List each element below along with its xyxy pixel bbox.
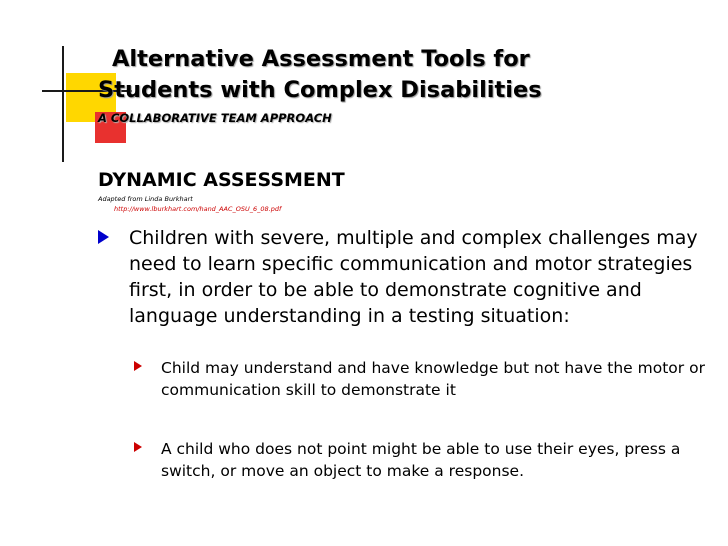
source-url-link[interactable]: http://www.lburkhart.com/hand_AAC_OSU_6_08.pdf [114, 205, 282, 213]
sub-bullet-2 [134, 438, 706, 482]
sub-bullet-arrow-icon [134, 361, 142, 371]
sub-bullet-arrow-icon [134, 442, 142, 452]
slide-title [98, 44, 698, 106]
sub-bullet-1 [134, 357, 706, 401]
source-attribution: Adapted from Linda Burkhart [98, 195, 193, 203]
sub-bullet-2-text: A child who does not point might be able to use their eyes, press a switch, or move an object to make a response. [161, 440, 681, 480]
slide-title-line-2: Students with Complex Disabilities [98, 77, 542, 103]
sub-bullet-1-text: Child may understand and have knowledge but not have the motor or communication skill to demonstrate it [161, 359, 705, 399]
slide-title-line-1: Alternative Assessment Tools for [112, 46, 530, 72]
main-bullet [98, 225, 708, 329]
slide-subtitle: A COLLABORATIVE TEAM APPROACH [98, 111, 332, 125]
decor-vertical-line [62, 46, 64, 162]
main-bullet-text: Children with severe, multiple and complex challenges may need to learn specific communication and motor strategies first, in order to be able to demonstrate cognitive and language understanding in a testing situation: [129, 227, 698, 327]
bullet-arrow-icon [98, 230, 109, 244]
section-heading: DYNAMIC ASSESSMENT [98, 169, 345, 191]
